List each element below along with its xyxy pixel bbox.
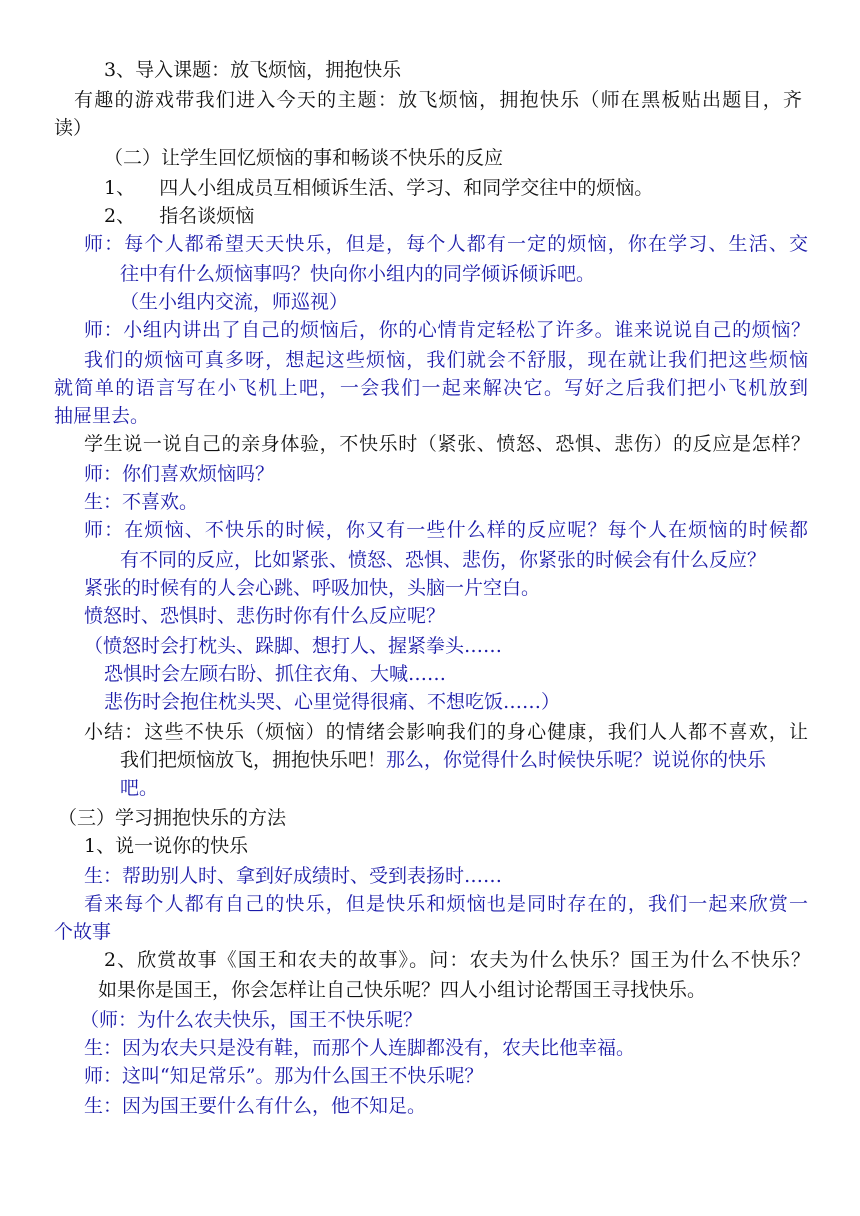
text-line: 如果你是国王，你会怎样让自己快乐呢？四人小组讨论帮国王寻找快乐。 — [98, 979, 707, 1001]
text-line: 师：这叫“知足常乐”。那为什么国王不快乐呢？ — [84, 1065, 484, 1087]
text-line: 抽屉里去。 — [54, 405, 150, 427]
text-line: 我们的烦恼可真多呀，想起这些烦恼，我们就会不舒服，现在就让我们把这些烦恼 — [84, 349, 808, 371]
text-line: 师：小组内讲出了自己的烦恼后，你的心情肯定轻松了许多。谁来说说自己的烦恼？ — [84, 319, 810, 341]
section-heading: （二）让学生回忆烦恼的事和畅谈不快乐的反应 — [104, 147, 504, 169]
text-line: 学生说一说自己的亲身体验，不快乐时（紧张、愤怒、恐惧、悲伤）的反应是怎样？ — [84, 433, 810, 455]
text-line: 1、 四人小组成员互相倾诉生活、学习、和同学交往中的烦恼。 — [104, 177, 654, 199]
text-line: 师：每个人都希望天天快乐，但是，每个人都有一定的烦恼，你在学习、生活、交 — [84, 233, 808, 255]
text-line: 紧张的时候有的人会心跳、呼吸加快，头脑一片空白。 — [84, 577, 541, 599]
text-line: 就简单的语言写在小飞机上吧，一会我们一起来解决它。写好之后我们把小飞机放到 — [54, 377, 808, 399]
text-line: 悲伤时会抱住枕头哭、心里觉得很痛、不想吃饭……） — [104, 691, 561, 713]
section-heading: （三）学习拥抱快乐的方法 — [58, 807, 287, 829]
text-line: （师：为什么农夫快乐，国王不快乐呢？ — [80, 1009, 423, 1031]
question-text: 那么，你觉得什么时候快乐呢？说说你的快乐 — [386, 749, 767, 771]
text-line: 小结：这些不快乐（烦恼）的情绪会影响我们的身心健康，我们人人都不喜欢，让 — [84, 721, 808, 743]
text-line — [120, 746, 766, 774]
text-line: 师：你们喜欢烦恼吗？ — [84, 463, 275, 485]
text-line: 有趣的游戏带我们进入今天的主题：放飞烦恼，拥抱快乐（师在黑板贴出题目，齐 — [74, 89, 802, 111]
text-line: 3、导入课题：放飞烦恼，拥抱快乐 — [104, 59, 402, 81]
text-line: 往中有什么烦恼事吗？快向你小组内的同学倾诉倾诉吧。 — [120, 263, 596, 285]
text-line: 生：帮助别人时、拿到好成绩时、受到表扬时…… — [84, 865, 503, 887]
text-line: 2、欣赏故事《国王和农夫的故事》。问：农夫为什么快乐？国王为什么不快乐？ — [104, 949, 810, 971]
text-line: 2、 指名谈烦恼 — [104, 205, 255, 227]
text-line: 恐惧时会左顾右盼、抓住衣角、大喊…… — [104, 663, 447, 685]
text-line: 愤怒时、恐惧时、悲伤时你有什么反应呢？ — [84, 605, 446, 627]
text-line: 有不同的反应，比如紧张、愤怒、恐惧、悲伤，你紧张的时候会有什么反应？ — [120, 549, 767, 571]
text-line: 吧。 — [120, 777, 159, 799]
summary-text: 我们把烦恼放飞，拥抱快乐吧！ — [120, 749, 387, 771]
text-line: 师：在烦恼、不快乐的时候，你又有一些什么样的反应呢？每个人在烦恼的时候都 — [84, 519, 808, 541]
text-line: 个故事 — [54, 921, 112, 943]
text-line: （愤怒时会打枕头、跺脚、想打人、握紧拳头…… — [84, 635, 503, 657]
text-line: 1、说一说你的快乐 — [84, 835, 249, 857]
text-line: 生：因为农夫只是没有鞋，而那个人连脚都没有，农夫比他幸福。 — [84, 1037, 636, 1059]
text-line: 看来每个人都有自己的快乐，但是快乐和烦恼也是同时存在的，我们一起来欣赏一 — [84, 893, 808, 915]
text-line: 读） — [54, 117, 93, 139]
text-line: 生：因为国王要什么有什么，他不知足。 — [84, 1095, 427, 1117]
text-line: 生：不喜欢。 — [84, 491, 199, 513]
text-line: （生小组内交流，师巡视） — [120, 291, 349, 313]
